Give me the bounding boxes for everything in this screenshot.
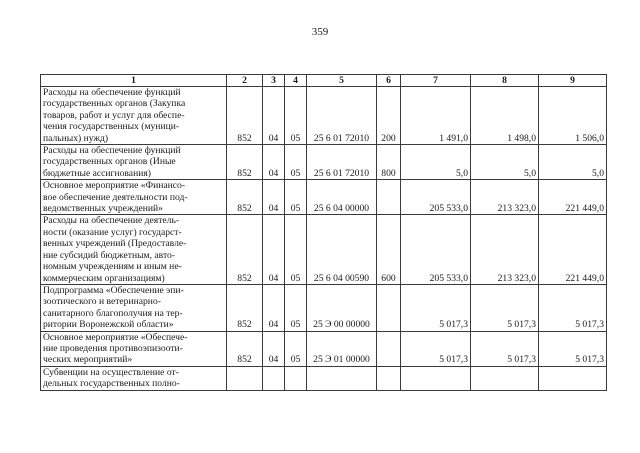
column-header: 3 [263,75,285,87]
subsection-code-cell: 05 [285,284,307,331]
table-row [41,215,607,284]
amount-year1-cell: 205 533,0 [401,180,471,215]
description-line: номным учреждениям и иным не- [43,261,182,273]
column-header: 5 [307,75,377,87]
description-line: Расходы на обеспечение деятель- [43,215,180,227]
amount-year1-cell: 5 017,3 [401,284,471,331]
description-line: Подпрограмма «Обеспечение эпи- [43,284,184,296]
table-header-row [41,75,607,87]
description-line: ритории Воронежской области» [43,319,174,331]
amount-year1-cell [401,366,471,390]
column-header: 7 [401,75,471,87]
table-row [41,366,607,390]
amount-year1-cell: 5 017,3 [401,331,471,366]
subsection-code-cell: 05 [285,331,307,366]
amount-year3-cell: 221 449,0 [539,180,607,215]
row-description [41,215,227,284]
expense-type-cell [377,331,401,366]
section-code-cell: 04 [263,215,285,284]
description-line: Основное мероприятие «Финансо- [43,180,186,192]
amount-year3-cell: 5,0 [539,145,607,180]
column-header: 9 [539,75,607,87]
column-header: 6 [377,75,401,87]
table-row [41,145,607,180]
table-row [41,87,607,145]
admin-code-cell: 852 [227,180,263,215]
amount-year2-cell: 1 498,0 [471,87,539,145]
table-row [41,284,607,331]
budget-table [40,74,607,391]
description-line: зоотического и ветеринарно- [43,296,161,308]
amount-year3-cell [539,366,607,390]
table-row [41,331,607,366]
description-line: ние проведения противоэпизооти- [43,342,183,354]
row-description [41,87,227,145]
row-description [41,145,227,180]
description-line: коммерческим организациям) [43,272,165,284]
row-description [41,366,227,390]
admin-code-cell: 852 [227,145,263,180]
column-header: 2 [227,75,263,87]
column-header: 4 [285,75,307,87]
description-line: ние субсидий бюджетным, авто- [43,249,175,261]
amount-year2-cell: 213 323,0 [471,215,539,284]
target-article-cell: 25 6 04 00590 [307,215,377,284]
description-line: санитарного благополучия на тер- [43,307,183,319]
expense-type-cell [377,284,401,331]
admin-code-cell [227,366,263,390]
amount-year3-cell: 221 449,0 [539,215,607,284]
target-article-cell: 25 Э 01 00000 [307,331,377,366]
target-article-cell: 25 6 01 72010 [307,145,377,180]
expense-type-cell: 800 [377,145,401,180]
expense-type-cell: 200 [377,87,401,145]
section-code-cell: 04 [263,331,285,366]
amount-year2-cell: 5,0 [471,145,539,180]
column-header: 1 [41,75,227,87]
target-article-cell [307,366,377,390]
description-line: бюджетные ассигнования) [43,167,151,179]
amount-year2-cell: 5 017,3 [471,284,539,331]
description-line: Основное мероприятие «Обеспече- [43,331,188,343]
description-line: ведомственных учреждений» [43,203,163,215]
target-article-cell: 25 6 01 72010 [307,87,377,145]
expense-type-cell [377,180,401,215]
amount-year2-cell: 5 017,3 [471,331,539,366]
description-line: вое обеспечение деятельности под- [43,191,188,203]
table-body [41,87,607,391]
row-description [41,284,227,331]
target-article-cell: 25 Э 00 00000 [307,284,377,331]
subsection-code-cell: 05 [285,87,307,145]
section-code-cell [263,366,285,390]
amount-year3-cell: 1 506,0 [539,87,607,145]
page-number: 359 [311,26,329,38]
description-line: ности (оказание услуг) государст- [43,226,182,238]
amount-year1-cell: 5,0 [401,145,471,180]
description-line: товаров, работ и услуг для обеспе- [43,109,185,121]
section-code-cell: 04 [263,284,285,331]
description-line: дельных государственных полно- [43,378,180,390]
target-article-cell: 25 6 04 00000 [307,180,377,215]
amount-year3-cell: 5 017,3 [539,284,607,331]
row-description [41,180,227,215]
expense-type-cell: 600 [377,215,401,284]
amount-year2-cell [471,366,539,390]
admin-code-cell: 852 [227,284,263,331]
subsection-code-cell [285,366,307,390]
column-header: 8 [471,75,539,87]
amount-year3-cell: 5 017,3 [539,331,607,366]
table-row [41,180,607,215]
description-line: государственных органов (Иные [43,156,176,168]
admin-code-cell: 852 [227,87,263,145]
description-line: пальных) нужд) [43,132,109,144]
row-description [41,331,227,366]
amount-year1-cell: 205 533,0 [401,215,471,284]
description-line: ческих мероприятий» [43,354,133,366]
expense-type-cell [377,366,401,390]
description-line: Расходы на обеспечение функций [43,87,181,98]
admin-code-cell: 852 [227,331,263,366]
section-code-cell: 04 [263,87,285,145]
description-line: чения государственных (муници- [43,121,180,133]
admin-code-cell: 852 [227,215,263,284]
subsection-code-cell: 05 [285,180,307,215]
description-line: государственных органов (Закупка [43,98,186,110]
section-code-cell: 04 [263,145,285,180]
amount-year2-cell: 213 323,0 [471,180,539,215]
description-line: венных учреждений (Предоставле- [43,238,187,250]
subsection-code-cell: 05 [285,215,307,284]
amount-year1-cell: 1 491,0 [401,87,471,145]
description-line: Субвенции на осуществление от- [43,366,179,378]
description-line: Расходы на обеспечение функций [43,145,181,157]
section-code-cell: 04 [263,180,285,215]
subsection-code-cell: 05 [285,145,307,180]
